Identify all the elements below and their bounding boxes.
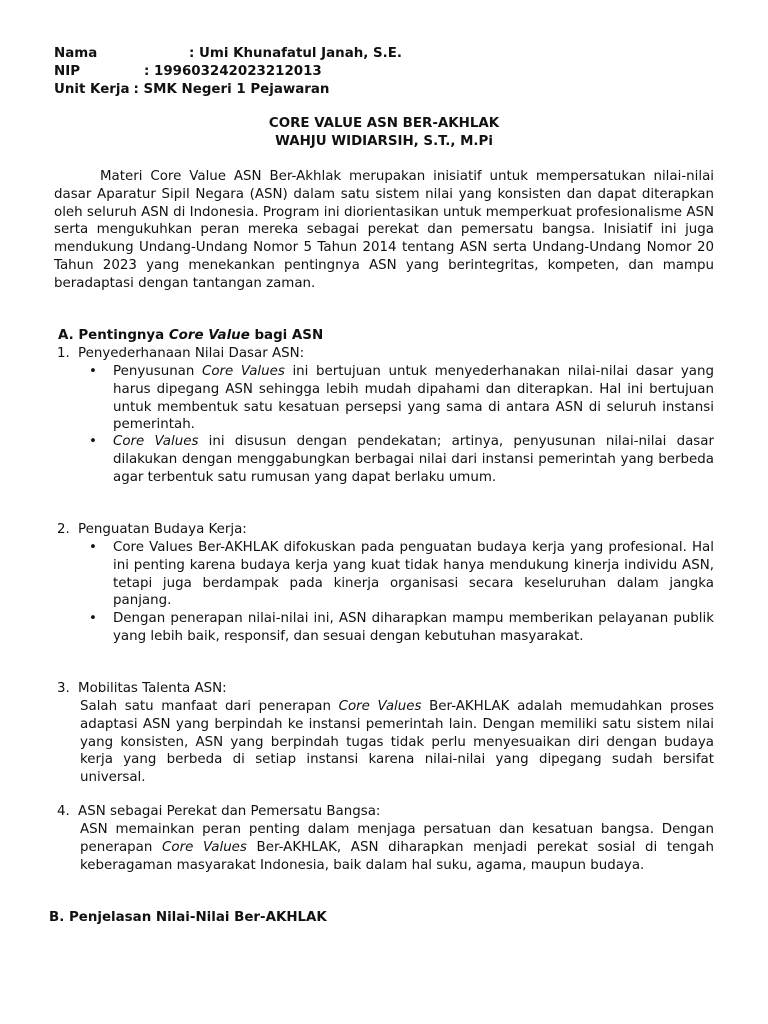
item-3-paragraph xyxy=(80,698,714,787)
item-3-post: Ber-AKHLAK adalah memudahkan proses adaptasi ASN yang berpindah ke instansi pemerintah lain. Dengan memiliki satu sistem nilai yang konsisten, ASN yang berpindah tugas tidak perlu menyesuaikan diri dengan budaya kerja yang berbeda di setiap instansi karena nilai-nilai yang dipegang sudah bersifat universal. xyxy=(80,699,714,786)
item-4-title: ASN sebagai Perekat dan Pemersatu Bangsa: xyxy=(78,804,381,819)
item-4-em: Core Values xyxy=(162,839,247,855)
bullet-1-1: • xyxy=(89,364,97,379)
item-2-number: 2. xyxy=(57,522,70,537)
item-4-post: Ber-AKHLAK, ASN diharapkan menjadi perekat sosial di tengah keberagaman masyarakat Indonesia, baik dalam hal suku, agama, maupun budaya. xyxy=(80,839,714,873)
item-1-b1-pre: Penyusunan xyxy=(113,364,202,379)
unit-label: Unit Kerja xyxy=(54,81,130,97)
item-3-em: Core Values xyxy=(338,699,422,714)
item-4-pre: ASN memainkan peran penting dalam menjaga persatuan dan kesatuan bangsa. Dengan penerapan xyxy=(80,822,714,855)
nip-value: : 199603242023212013 xyxy=(144,63,322,79)
document-author: WAHJU WIDIARSIH, S.T., M.Pi xyxy=(275,134,493,149)
item-3-number: 3. xyxy=(57,681,70,696)
list-item-1 xyxy=(57,345,304,363)
nip-row xyxy=(54,63,402,81)
item-4-number: 4. xyxy=(57,804,70,819)
item-1-bullet-2 xyxy=(113,433,714,486)
item-2-bullet-2: Dengan penerapan nilai-nilai ini, ASN diharapkan mampu memberikan pelayanan publik yang lebih baik, responsif, dan sesuai dengan kebutuhan masyarakat. xyxy=(113,611,714,644)
section-a-italic: Core Value xyxy=(168,328,250,343)
section-a-prefix: A. Pentingnya xyxy=(58,328,169,343)
item-1-title: Penyederhanaan Nilai Dasar ASN: xyxy=(78,346,305,361)
section-a-heading xyxy=(58,327,323,345)
document-title: CORE VALUE ASN BER-AKHLAK xyxy=(268,116,500,131)
item-4-paragraph xyxy=(80,821,714,874)
unit-row xyxy=(54,81,402,99)
list-item-4 xyxy=(57,803,380,821)
item-3-title: Mobilitas Talenta ASN: xyxy=(78,681,227,696)
list-item-3 xyxy=(57,680,227,698)
section-b-heading: B. Penjelasan Nilai-Nilai Ber-AKHLAK xyxy=(49,910,327,925)
bullet-2-1: • xyxy=(89,540,97,555)
item-1-b1-em: Core Values xyxy=(202,364,285,379)
section-a-suffix: bagi ASN xyxy=(249,328,324,343)
item-3-pre: Salah satu manfaat dari penerapan xyxy=(80,699,339,714)
nama-row xyxy=(54,45,402,63)
nip-label: NIP xyxy=(54,63,81,79)
nama-label: Nama xyxy=(54,46,98,61)
item-2-title: Penguatan Budaya Kerja: xyxy=(78,522,247,537)
intro-paragraph: Materi Core Value ASN Ber-Akhlak merupakan inisiatif untuk mempersatukan nilai-nilai dasar Aparatur Sipil Negara (ASN) dalam satu sistem nilai yang konsisten dan dapat diterapkan oleh seluruh ASN di Indonesia. Program ini diorientasikan untuk memperkuat profesionalisme ASN serta mengukuhkan peran mereka sebagai perekat dan pemersatu bangsa. Inisiatif ini juga mendukung Undang-Undang Nomor 5 Tahun 2014 tentang ASN serta Undang-Undang Nomor 20 Tahun 2023 yang menekankan pentingnya ASN yang berintegritas, kompeten, dan mampu beradaptasi dengan tantangan zaman. xyxy=(54,169,714,291)
item-1-b2-em: Core Values xyxy=(113,434,199,449)
item-1-b2-post: ini disusun dengan pendekatan; artinya, penyusunan nilai-nilai dasar dilakukan dengan menggabungkan berbagai nilai dari instansi pemerintah yang berbeda agar terbentuk satu rumusan yang dapat berlaku umum. xyxy=(113,434,714,485)
list-item-2 xyxy=(57,521,247,539)
item-1-number: 1. xyxy=(57,346,70,361)
unit-value: : SMK Negeri 1 Pejawaran xyxy=(133,81,330,97)
item-2-bullet-1: Core Values Ber-AKHLAK difokuskan pada penguatan budaya kerja yang profesional. Hal ini penting karena budaya kerja yang kuat tidak hanya mendukung kinerja individu ASN, tetapi juga berdampak pada kinerja organisasi secara keseluruhan dalam jangka panjang. xyxy=(113,540,714,609)
bullet-1-2: • xyxy=(89,434,97,449)
item-1-bullet-1 xyxy=(113,363,714,434)
nama-value: : Umi Khunafatul Janah, S.E. xyxy=(189,46,402,61)
bullet-2-2: • xyxy=(89,611,97,626)
item-1-b1-post: ini bertujuan untuk menyederhanakan nilai-nilai dasar yang harus dipegang ASN sehingga lebih mudah dipahami dan diterapkan. Hal ini bertujuan untuk membentuk satu kesatuan persepsi yang sama di antara ASN di seluruh instansi pemerintah. xyxy=(113,364,715,433)
identity-header xyxy=(54,45,402,98)
